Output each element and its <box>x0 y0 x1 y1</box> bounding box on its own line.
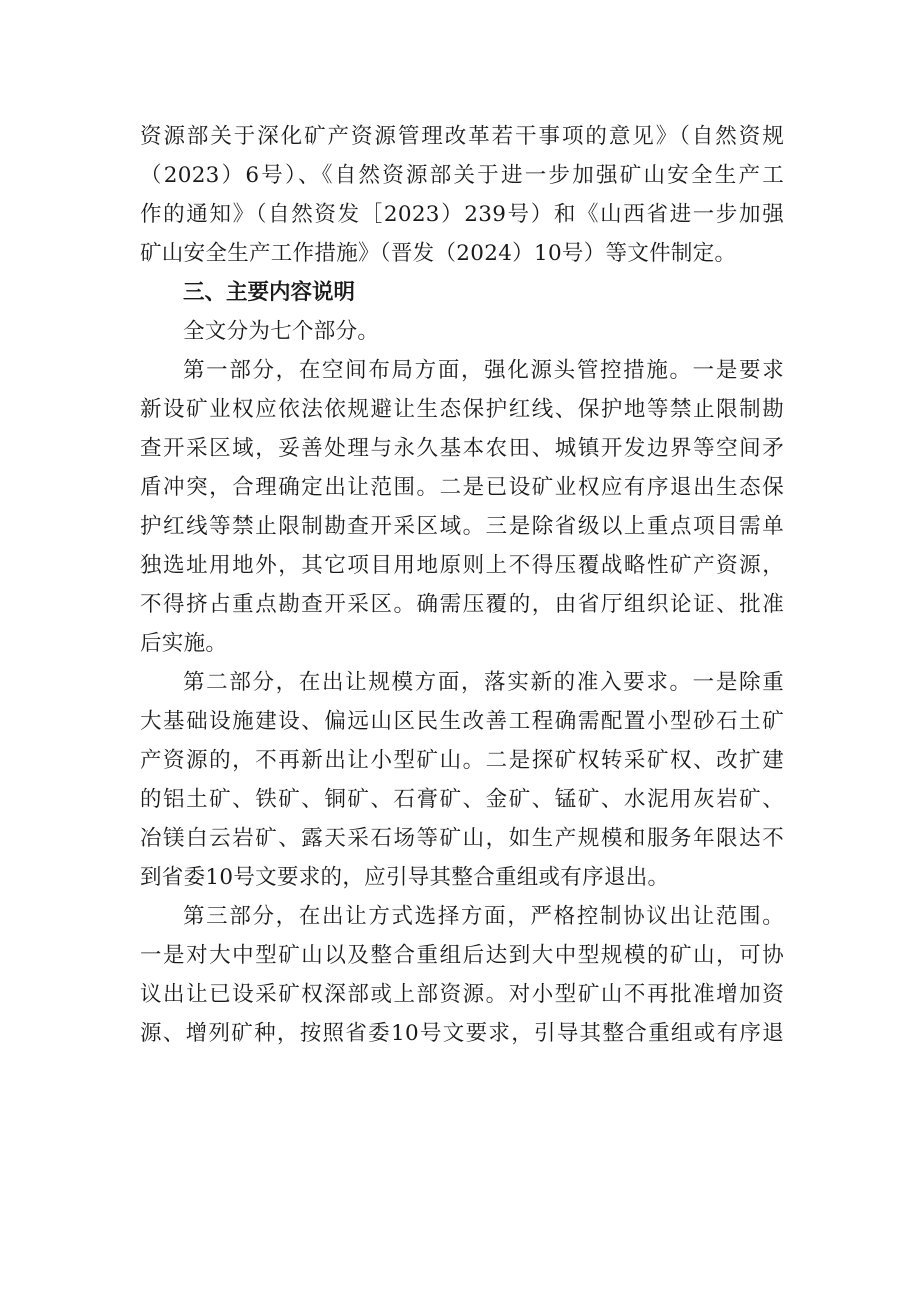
text-line: 作的通知》（自然资发［2023）239号）和《山西省进一步加强 <box>140 202 784 227</box>
text-line: 不得挤占重点勘查开采区。确需压覆的，由省厅组织论证、批准 <box>140 592 784 617</box>
paragraph-part-two <box>140 663 784 897</box>
text-line: 独选址用地外，其它项目用地原则上不得压覆战略性矿产资源， <box>140 553 784 578</box>
text-line: 第一部分，在空间布局方面，强化源头管控措施。一是要求 <box>183 358 784 383</box>
text-line: 盾冲突，合理确定出让范围。二是已设矿业权应有序退出生态保 <box>140 475 784 500</box>
text-line: 一是对大中型矿山以及整合重组后达到大中型规模的矿山，可协 <box>140 943 784 968</box>
text-line: 矿山安全生产工作措施》（晋发（2024）10号）等文件制定。 <box>140 241 737 266</box>
paragraph-overview <box>140 312 784 351</box>
section-heading: 三、主要内容说明 <box>183 280 356 305</box>
paragraph-part-one <box>140 351 784 663</box>
text-line: 查开采区域，妥善处理与永久基本农田、城镇开发边界等空间矛 <box>140 436 784 461</box>
text-line: 全文分为七个部分。 <box>183 319 380 344</box>
paragraph-part-three <box>140 897 784 1053</box>
document-page <box>140 117 784 1053</box>
text-line: 大基础设施建设、偏远山区民生改善工程确需配置小型砂石土矿 <box>140 709 784 734</box>
text-line: 冶镁白云岩矿、露天采石场等矿山，如生产规模和服务年限达不 <box>140 826 784 851</box>
text-line: 第三部分，在出让方式选择方面，严格控制协议出让范围。 <box>183 904 784 929</box>
text-line: 第二部分，在出让规模方面，落实新的准入要求。一是除重 <box>183 670 784 695</box>
text-line: （2023）6号）、《自然资源部关于进一步加强矿山安全生产工 <box>140 163 784 188</box>
text-line: 议出让已设采矿权深部或上部资源。对小型矿山不再批准增加资 <box>140 982 784 1007</box>
text-line: 护红线等禁止限制勘查开采区域。三是除省级以上重点项目需单 <box>140 514 784 539</box>
text-line: 新设矿业权应依法依规避让生态保护红线、保护地等禁止限制勘 <box>140 397 784 422</box>
text-line: 的铝土矿、铁矿、铜矿、石膏矿、金矿、锰矿、水泥用灰岩矿、 <box>140 787 784 812</box>
text-line: 到省委10号文要求的，应引导其整合重组或有序退出。 <box>140 865 670 890</box>
paragraph-continuation <box>140 117 784 273</box>
text-line: 源、增列矿种，按照省委10号文要求，引导其整合重组或有序退 <box>140 1021 784 1046</box>
text-line: 资源部关于深化矿产资源管理改革若干事项的意见》（自然资规 <box>140 124 784 149</box>
text-line: 后实施。 <box>140 631 228 656</box>
text-line: 产资源的，不再新出让小型矿山。二是探矿权转采矿权、改扩建 <box>140 748 784 773</box>
